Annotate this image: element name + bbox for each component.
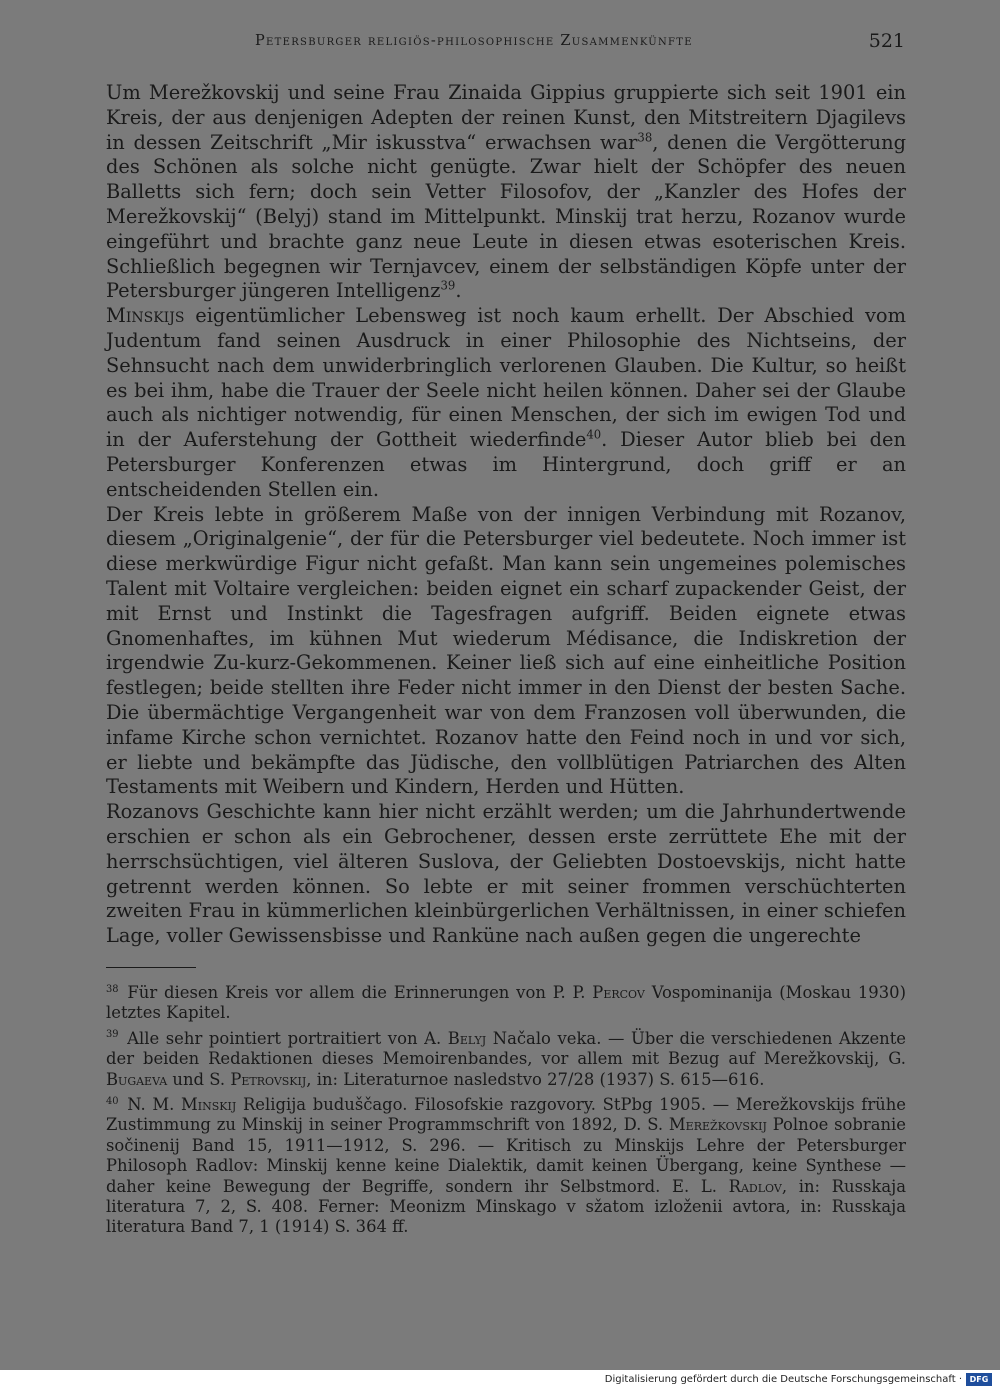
author-name: Merežkovskij [668,1115,767,1135]
digitization-credit: Digitalisierung gefördert durch die Deutsche Forschungsgemeinschaft · [604,1374,962,1385]
paragraph-1-text-a: Um Merežkovskij und seine Frau Zinaida Gippius gruppierte sich seit 1901 ein Kreis, der aus denjenigen Adepten der reinen Kunst, den Mitstreitern Djagilevs in dessen Zeitschrift „Mir iskusstva“ erwachsen war [106,81,906,154]
footnote-number: 39 [106,1029,119,1041]
footnote-number: 40 [106,1095,119,1107]
author-name: Bugaeva [106,1069,168,1089]
author-name: Belyj [447,1028,487,1048]
footnote-text: Vospominanija (Moskau 1930) letztes Kapitel. [106,983,906,1023]
footnote-text: Religija buduščago. Filosofskie razgovory. StPbg 1905. — Merežkovskijs frühe Zustimmung zu Minskij in seiner Programmschrift von 1892, D. S. [106,1095,906,1135]
page-header [255,30,905,56]
dfg-logo: DFG [966,1373,992,1386]
footnote-ref-39: 39 [440,278,456,293]
paragraph-1 [106,81,906,304]
footnote-text: Načalo veka. — Über die verschiedenen Akzente der beiden Redaktionen dieses Memoirenbandes, vor allem mit Bezug auf Merežkovskij, G. [106,1028,906,1069]
page-number: 521 [868,30,905,52]
footnote-text: Für diesen Kreis vor allem die Erinnerungen von P. P. [127,983,593,1002]
footnote-number: 38 [106,983,119,995]
author-name: Radlov [728,1176,782,1196]
author-name: Minskij [181,1095,237,1115]
footnote-38 [106,983,906,1024]
paragraph-3: Der Kreis lebte in größerem Maße von der innigen Verbindung mit Rozanov, diesem „Originalgenie“, der für die Petersburger viel bedeutete. Noch immer ist diese merkwürdige Figur nicht gefaßt. Man kann sein ungemeines polemisches Talent mit Voltaire vergleichen: beiden eignet ein scharf zupackender Geist, der mit Ernst und Instinkt die Tagesfragen aufgriff. Beiden eignete etwas Gnomenhaftes, im kühnen Mut wiederum Médisance, die Indiskretion der irgendwie Zu-kurz-Gekommenen. Keiner ließ sich auf eine einheitliche Position festlegen; beide stellten ihre Feder nicht immer in den Dienst der besten Sache. Die übermächtige Vergangenheit war von dem Franzosen voll überwunden, die infame Kirche schon vernichtet. Rozanov hatte den Feind noch in und vor sich, er liebte und bekämpfte das Jüdische, den vollblütigen Patriarchen des Alten Testaments mit Weibern und Kindern, Herden und Hütten. [106,502,906,799]
footnote-text: und S. [167,1069,231,1089]
paragraph-2-text-b: . Dieser Autor blieb bei den Petersburger Konferenzen etwas im Hintergrund, doch griff er an entscheidenden Stellen ein. [106,428,906,501]
paragraph-1-text-c: . [455,279,462,303]
paragraph-2-text-a: eigentümlicher Lebensweg ist noch kaum erhellt. Der Abschied vom Judentum fand seinen Ausdruck in einer Philosophie des Nichtseins, der Sehnsucht nach dem unwiderbringlich verlorenen Glauben. Die Kultur, so heißt es bei ihm, habe die Trauer der Seele nicht heilen können. Daher sei der Glaube auch als nichtiger notwendig, für einen Menschen, der sich im ewigen Tod und in der Auferstehung der Gottheit wiederfinde [106,304,906,452]
footnote-40 [106,1095,906,1238]
footnote-text: Polnoe sobranie sočinenij Band 15, 1911—1912, S. 296. — Kritisch zu Minskijs Lehre der Petersburger Philosoph Radlov: Minskij kenne keine Dialektik, damit keinen Übergang, keine Synthese — daher keine Bewegung der Begriffe, sondern ihr Selbstmord. E. L. [106,1115,906,1196]
footnote-ref-38: 38 [637,130,653,145]
paragraph-2 [106,304,906,502]
footnote-39 [106,1029,906,1090]
paragraph-4: Rozanovs Geschichte kann hier nicht erzählt werden; um die Jahrhundertwende erschien er schon als ein Gebrochener, dessen erste zerrüttete Ehe mit der herrschsüchtigen, viel älteren Suslova, der Geliebten Dostoevskijs, nicht hatte getrennt werden können. So lebte er mit seiner frommen verschüchterten zweiten Frau in kümmerlichen kleinbürgerlichen Verhältnissen, in einer schiefen Lage, voller Gewissensbisse und Ranküne nach außen gegen die ungerechte [106,800,906,948]
footnote-ref-40: 40 [586,427,602,442]
footnote-text: , in: Literaturnoe nasledstvo 27/28 (1937) S. 615—616. [306,1069,765,1089]
author-name: Petrovskij [230,1069,307,1089]
footnote-divider [106,967,196,968]
footer-strip [0,1370,1000,1390]
body-text [106,81,906,949]
footnote-text: , in: Russkaja literatura 7, 2, S. 408. Ferner: Meonizm Minskago v sžatom izloženii avtora, in: Russkaja literatura Band 7, 1 (1914) S. 364 ff. [106,1176,906,1237]
running-head: Petersburger religiös-philosophische Zusammenkünfte [255,33,693,49]
author-name-minskij: Minskijs [106,304,185,328]
paragraph-1-text-b: , denen die Vergötterung des Schönen als solche nicht genügte. Zwar hielt der Schöpfer des neuen Balletts sich fern; doch sein Vetter Filosofov, der „Kanzler des Hofes der Merežkovskij“ (Belyj) stand im Mittelpunkt. Minskij trat herzu, Rozanov wurde eingeführt und brachte ganz neue Leute in diesen etwas esoterischen Kreis. Schließlich begegnen wir Ternjavcev, einem der selbständigen Köpfe unter der Petersburger jüngeren Intelligenz [106,130,906,303]
footnote-text: Alle sehr pointiert portraitiert von A. [127,1028,448,1048]
footnotes [106,983,906,1243]
author-name: Percov [592,983,645,1002]
footnote-text: N. M. [127,1095,182,1115]
